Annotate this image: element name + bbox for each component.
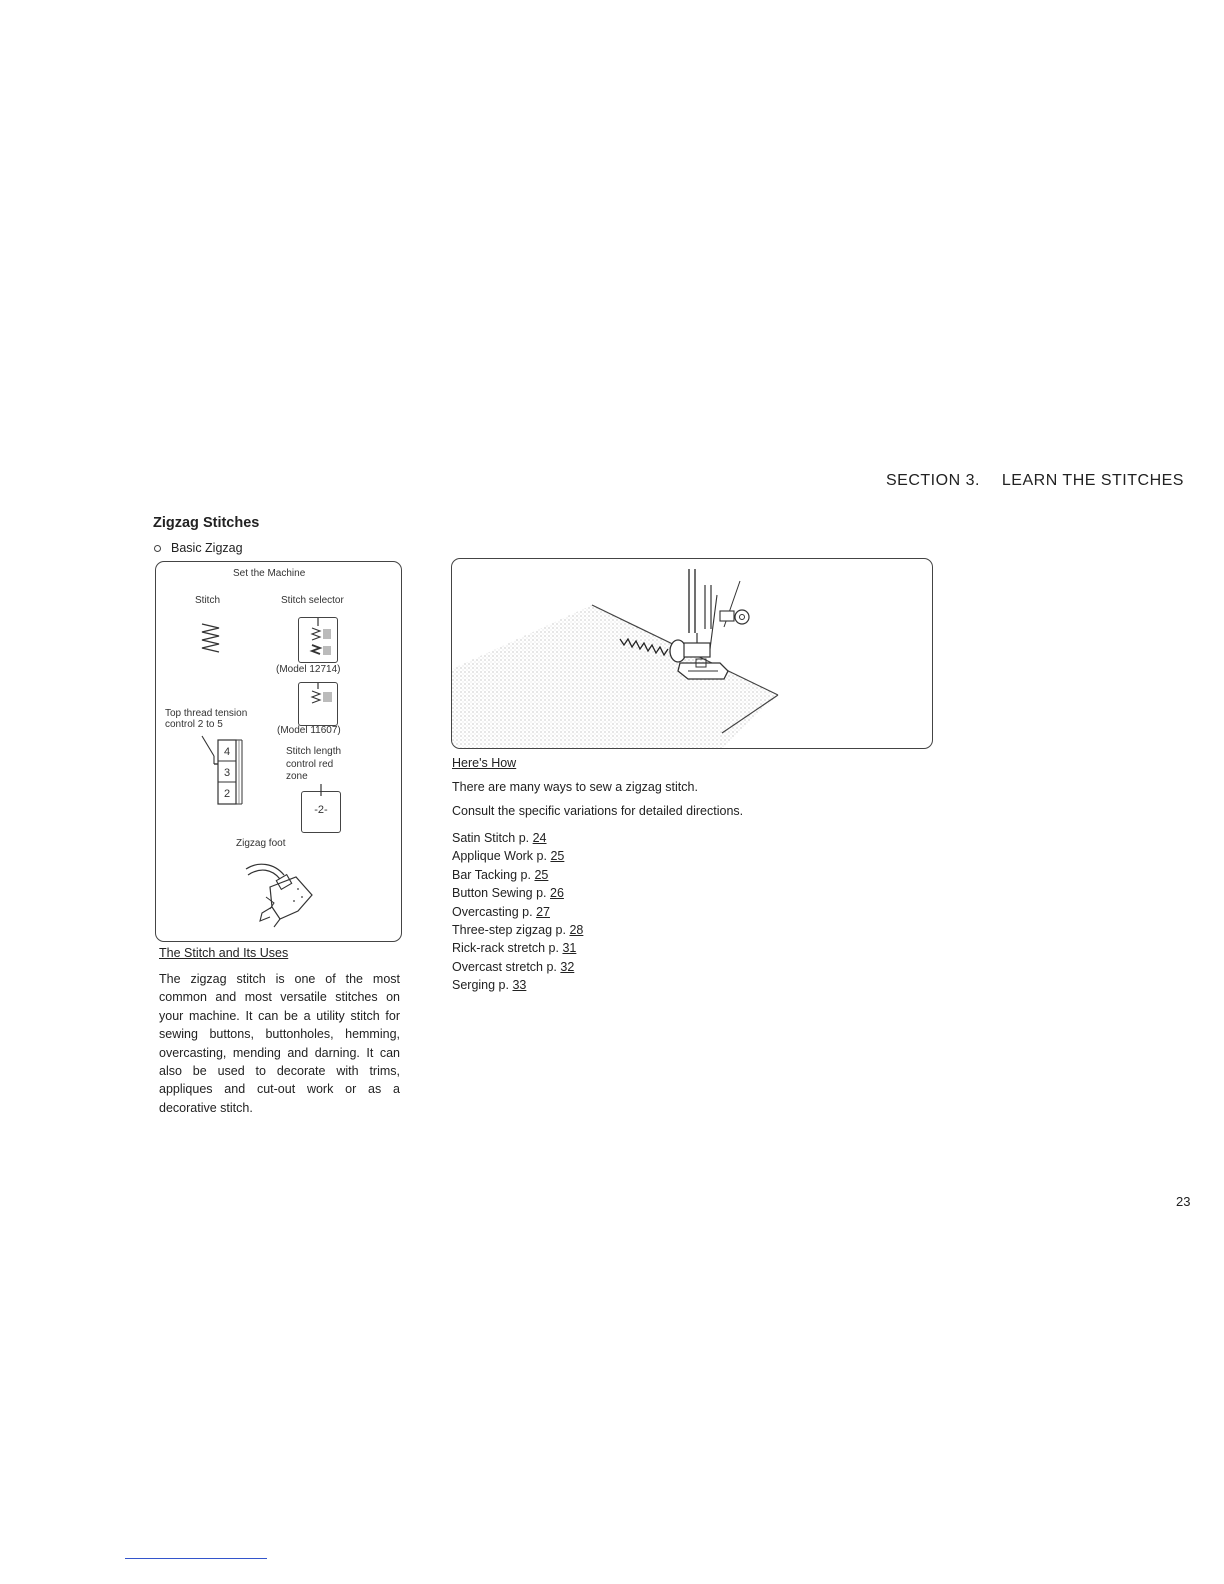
reference-label: Serging p. (452, 978, 509, 993)
reference-item (452, 921, 583, 939)
reference-item (452, 847, 583, 865)
stitch-length-label-line3: zone (286, 771, 308, 782)
reference-item (452, 939, 583, 957)
howto-line-1: There are many ways to sew a zigzag stitch. (452, 780, 698, 794)
stitch-label: Stitch (195, 595, 221, 606)
reference-page: 32 (560, 959, 575, 974)
zigzag-illustration-box (451, 558, 933, 749)
stitch-selector-model-a (298, 617, 338, 663)
stitch-selector-label: Stitch selector (281, 595, 344, 606)
reference-item (452, 866, 583, 884)
reference-page: 26 (550, 886, 564, 901)
subtitle-text: Basic Zigzag (171, 541, 243, 555)
footer-divider (125, 1558, 267, 1559)
stitch-selector-dial-icon (299, 683, 337, 725)
fabric-shape (452, 605, 778, 748)
reference-label: Rick-rack stretch p. (452, 941, 559, 956)
uses-heading: The Stitch and Its Uses (159, 946, 289, 960)
stitch-length-label-line2: control red (286, 758, 334, 770)
reference-label: Button Sewing p. (452, 886, 547, 901)
stitch-length-value: -2- (314, 804, 328, 816)
howto-line-2: Consult the specific variations for detailed directions. (452, 804, 744, 818)
section-title: LEARN THE STITCHES (1001, 472, 1184, 489)
reference-page: 25 (550, 849, 565, 864)
machine-settings-box (155, 561, 402, 942)
reference-page: 24 (532, 831, 547, 845)
zigzag-stitch-icon (200, 622, 222, 654)
page-title: Zigzag Stitches (153, 515, 260, 531)
stitch-length-pointer-icon (302, 784, 340, 798)
tension-label-line2: control 2 to 5 (165, 719, 223, 730)
tension-value-2: 2 (223, 788, 231, 800)
reference-label: Three-step zigzag p. (452, 923, 566, 938)
tension-value-4: 4 (223, 746, 231, 758)
reference-page: 33 (512, 978, 527, 993)
bullet-icon (154, 545, 161, 552)
uses-body: The zigzag stitch is one of the most common and most versatile stitches on your machine. It can be a utility stitch for sewing buttons, buttonholes, hemming, overcasting, mending and darning. It can also be used to decorate with trims, appliques and cut-out work or as a decorative stitch. (159, 972, 400, 1115)
reference-list (452, 829, 583, 995)
tension-label-line1: Top thread tension (165, 708, 248, 719)
model-b-label: (Model 11607) (277, 725, 341, 736)
tension-value-3: 3 (223, 767, 231, 779)
reference-label: Satin Stitch p. (452, 831, 530, 845)
reference-page: 25 (534, 867, 549, 882)
reference-item (452, 976, 583, 994)
reference-item (452, 884, 583, 902)
machine-settings-heading: Set the Machine (233, 568, 306, 579)
section-header (886, 472, 1184, 490)
reference-item (452, 903, 583, 921)
tension-dial-icon (196, 734, 256, 806)
tension-label (165, 708, 247, 730)
stitch-selector-dial-icon (299, 618, 337, 662)
reference-label: Bar Tacking p. (452, 867, 531, 882)
reference-page: 31 (562, 941, 577, 956)
stitch-length-label-line1: Stitch length (286, 746, 342, 757)
reference-label: Overcasting p. (452, 904, 533, 919)
stitch-length-dial (301, 791, 341, 833)
reference-label: Applique Work p. (452, 849, 547, 864)
zigzag-foot-icon (240, 857, 316, 929)
reference-label: Overcast stretch p. (452, 959, 557, 974)
reference-item (452, 958, 583, 976)
model-a-label: (Model 12714) (276, 664, 341, 675)
stitch-selector-model-b (298, 682, 338, 726)
reference-page: 27 (536, 904, 550, 919)
subtitle (154, 541, 243, 555)
howto-heading: Here's How (452, 756, 517, 770)
reference-page: 28 (569, 923, 584, 938)
page-number: 23 (1176, 1194, 1191, 1209)
zigzag-foot-label: Zigzag foot (236, 838, 286, 849)
reference-item (452, 829, 583, 847)
section-number: SECTION 3. (886, 472, 980, 489)
sewing-machine-illustration (452, 559, 932, 748)
stitch-length-label (286, 746, 341, 784)
